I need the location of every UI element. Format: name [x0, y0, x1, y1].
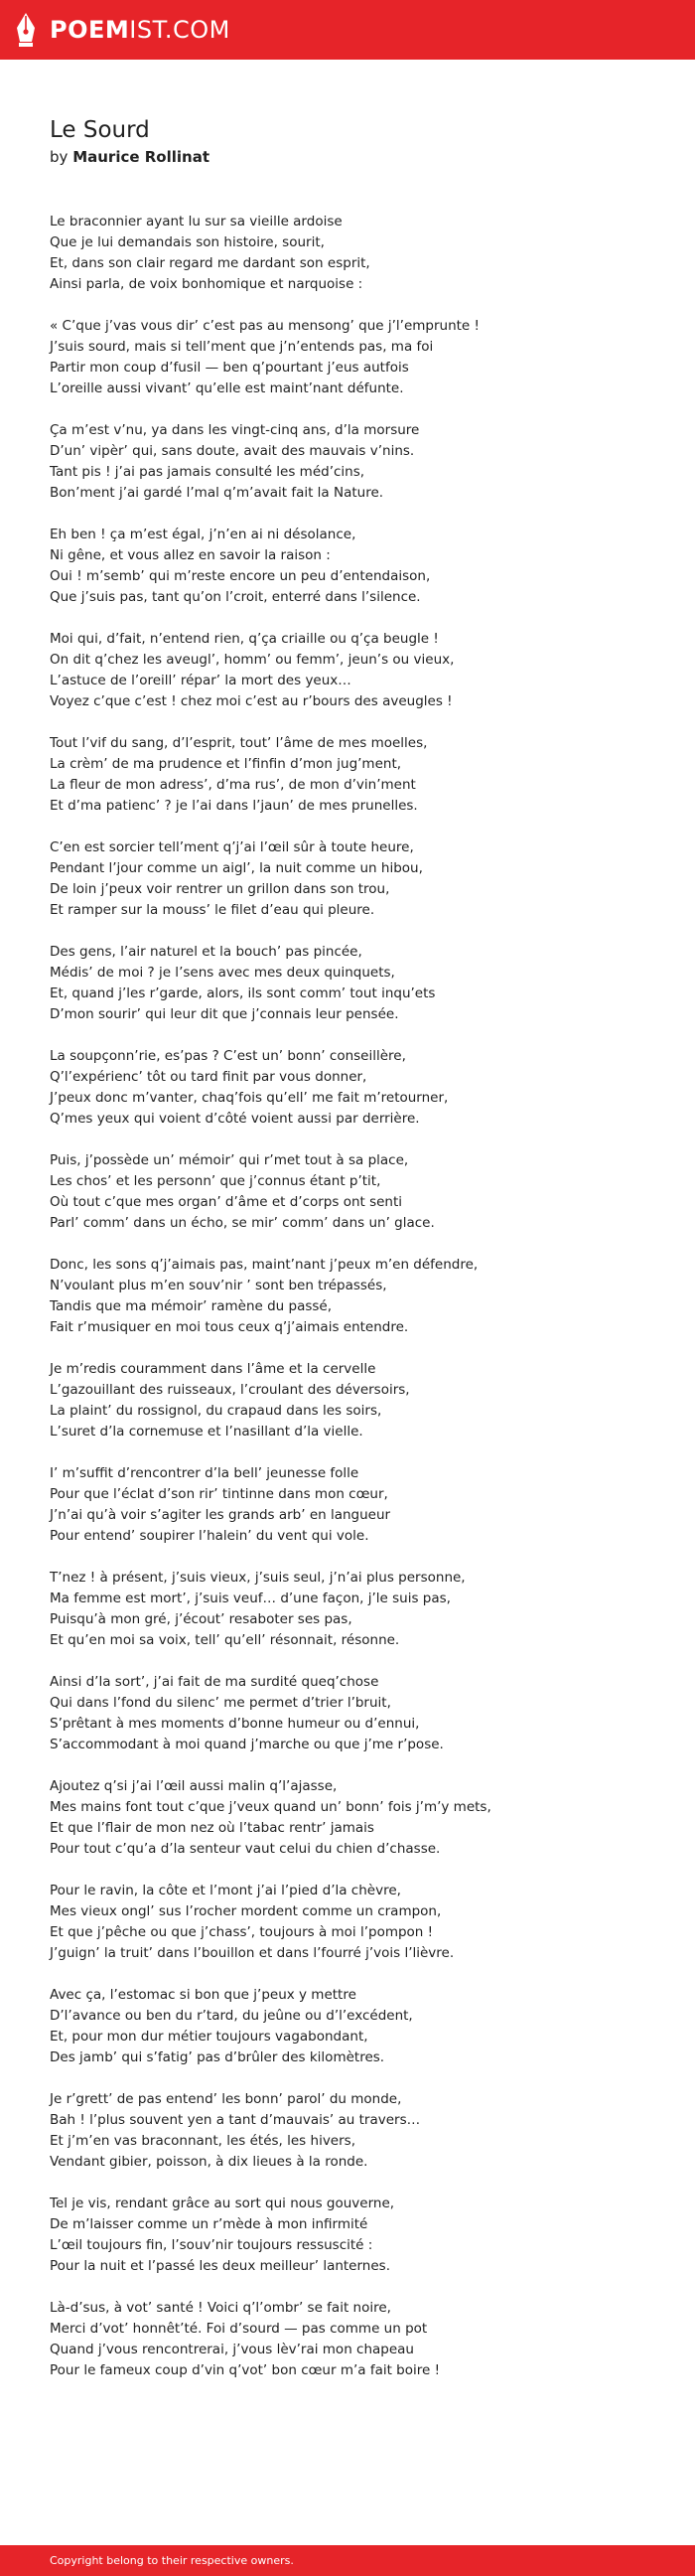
poem-line: Je m’redis couramment dans l’âme et la cervelle [50, 1361, 376, 1377]
poem-line: Eh ben ! ça m’est égal, j’n’en ai ni désolance, [50, 527, 356, 542]
poem-line: Et qu’en moi sa voix, tell’ qu’ell’ résonnait, résonne. [50, 1632, 400, 1648]
poem-line: La plaint’ du rossignol, du crapaud dans les soirs, [50, 1403, 382, 1419]
poem-line: Les chos’ et les personn’ que j’connus étant p’tit, [50, 1173, 381, 1189]
poem-stanza [50, 1672, 655, 1755]
poem-stanza [50, 733, 655, 817]
poem-line: La soupçonn’rie, es’pas ? C’est un’ bonn’ conseillère, [50, 1048, 406, 1064]
poem-line: On dit q’chez les aveugl’, homm’ ou femm’, jeun’s ou vieux, [50, 652, 455, 668]
poem-line: Pour le ravin, la côte et l’mont j’ai l’pied d’la chèvre, [50, 1883, 401, 1898]
poem-line: Et que l’flair de mon nez où l’tabac rentr’ jamais [50, 1820, 374, 1836]
poem-stanza [50, 1463, 655, 1547]
poem-line: Mes mains font tout c’que j’veux quand un’ bonn’ fois j’m’y mets, [50, 1799, 491, 1815]
poem-line: Bah ! l’plus souvent yen a tant d’mauvais’ au travers… [50, 2112, 421, 2128]
poem-title: Le Sourd [50, 117, 150, 143]
poem-stanza [50, 837, 655, 921]
poem-author[interactable]: Maurice Rollinat [72, 148, 209, 166]
poem-line: La fleur de mon adress’, d’ma rus’, de mon d’vin’ment [50, 777, 416, 793]
poem-line: Q’mes yeux qui voient d’côté voient aussi par derrière. [50, 1111, 420, 1127]
poem-line: J’guign’ la truit’ dans l’bouillon et dans l’fourré j’vois l’lièvre. [50, 1945, 455, 1961]
poem-stanza [50, 2089, 655, 2173]
poem-line: Et ramper sur la mouss’ le filet d’eau qui pleure. [50, 902, 375, 918]
poem-line: Qui dans l’fond du silenc’ me permet d’trier l’bruit, [50, 1695, 391, 1711]
poem-line: L’suret d’la cornemuse et l’nasillant d’la vielle. [50, 1424, 363, 1440]
poem-line: De loin j’peux voir rentrer un grillon dans son trou, [50, 881, 390, 897]
poem-stanza [50, 629, 655, 712]
footer-copyright: Copyright belong to their respective owners. [50, 2554, 294, 2567]
poem-content [50, 115, 655, 2402]
poem-stanza [50, 1776, 655, 1860]
poem-line: Des jamb’ qui s’fatig’ pas d’brûler des kilomètres. [50, 2049, 385, 2065]
poem-line: N’voulant plus m’en souv’nir ’ sont ben trépassés, [50, 1278, 387, 1293]
poem-line: Mes vieux ongl’ sus l’rocher mordent comme un crampon, [50, 1903, 442, 1919]
poem-line: Pour le fameux coup d’vin q’vot’ bon cœur m’a fait boire ! [50, 2362, 441, 2378]
poem-line: Ainsi d’la sort’, j’ai fait de ma surdité queq’chose [50, 1674, 379, 1690]
logo-text-light: IST.COM [129, 16, 230, 44]
poem-line: J’peux donc m’vanter, chaq’fois qu’ell’ me fait m’retourner, [50, 1090, 449, 1106]
poem-line: Là-d’sus, à vot’ santé ! Voici q’l’ombr’ se fait noire, [50, 2300, 391, 2316]
poem-stanza [50, 2298, 655, 2381]
poem-line: Que j’suis pas, tant qu’on l’croit, enterré dans l’silence. [50, 589, 421, 605]
site-logo[interactable] [14, 12, 230, 48]
poem-line: D’l’avance ou ben du r’tard, du jeûne ou d’l’excédent, [50, 2008, 413, 2024]
poem-line: Pour que l’éclat d’son rir’ tintinne dans mon cœur, [50, 1486, 388, 1502]
poem-stanza [50, 1568, 655, 1651]
poem-line: Tandis que ma mémoir’ ramène du passé, [50, 1298, 333, 1314]
pen-nib-icon [14, 12, 38, 48]
poem-line: Pour tout c’qu’a d’la senteur vaut celui du chien d’chasse. [50, 1841, 441, 1857]
poem-line: Ni gêne, et vous allez en savoir la raison : [50, 547, 331, 563]
poem-line: Ainsi parla, de voix bonhomique et narquoise : [50, 276, 363, 292]
poem-line: Médis’ de moi ? je l’sens avec mes deux quinquets, [50, 965, 395, 981]
logo-text-strong: POEM [50, 16, 130, 44]
poem-line: La crèm’ de ma prudence et l’finfin d’mon jug’ment, [50, 756, 402, 772]
poem-stanza [50, 1881, 655, 1964]
poem-line: L’gazouillant des ruisseaux, l’croulant des déversoirs, [50, 1382, 410, 1398]
poem-line: Pendant l’jour comme un aigl’, la nuit comme un hibou, [50, 860, 423, 876]
poem-stanza [50, 316, 655, 399]
by-label: by [50, 148, 69, 166]
poem-line: Voyez c’que c’est ! chez moi c’est au r’bours des aveugles ! [50, 693, 453, 709]
poem-line: Q’l’expérienc’ tôt ou tard finit par vous donner, [50, 1069, 367, 1085]
poem-line: De m’laisser comme un r’mède à mon infirmité [50, 2216, 368, 2232]
poem-stanza [50, 1150, 655, 1234]
poem-line: Puisqu’à mon gré, j’écout’ resaboter ses pas, [50, 1611, 352, 1627]
poem-line: Et j’m’en vas braconnant, les étés, les hivers, [50, 2133, 355, 2149]
poem-line: L’oreille aussi vivant’ qu’elle est maint’nant défunte. [50, 380, 404, 396]
poem-line: Ajoutez q’si j’ai l’œil aussi malin q’l’ajasse, [50, 1778, 338, 1794]
poem-line: I’ m’suffit d’rencontrer d’la bell’ jeunesse folle [50, 1465, 359, 1481]
logo-wordmark [50, 12, 230, 48]
poem-stanza [50, 525, 655, 608]
poem-byline [50, 147, 655, 167]
poem-line: Tel je vis, rendant grâce au sort qui nous gouverne, [50, 2196, 395, 2211]
top-header-bar [0, 0, 695, 60]
poem-line: Tant pis ! j’ai pas jamais consulté les méd’cins, [50, 464, 365, 480]
poem-line: Puis, j’possède un’ mémoir’ qui r’met tout à sa place, [50, 1152, 409, 1168]
poem-line: Pour entend’ soupirer l’halein’ du vent qui vole. [50, 1528, 369, 1544]
poem-stanza [50, 1985, 655, 2068]
poem-line: Moi qui, d’fait, n’entend rien, q’ça criaille ou q’ça beugle ! [50, 631, 439, 647]
poem-line: L’œil toujours fin, l’souv’nir toujours ressuscité : [50, 2237, 373, 2253]
poem-line: Fait r’musiquer en moi tous ceux q’j’aimais entendre. [50, 1319, 409, 1335]
poem-line: « C’que j’vas vous dir’ c’est pas au mensong’ que j’l’emprunte ! [50, 318, 480, 334]
poem-line: Donc, les sons q’j’aimais pas, maint’nant j’peux m’en défendre, [50, 1257, 479, 1273]
poem-line: C’en est sorcier tell’ment q’j’ai l’œil sûr à toute heure, [50, 839, 414, 855]
poem-line: Et, dans son clair regard me dardant son esprit, [50, 255, 370, 271]
poem-line: S’accommodant à moi quand j’marche ou que j’me r’pose. [50, 1737, 444, 1752]
poem-line: Parl’ comm’ dans un écho, se mir’ comm’ dans un’ glace. [50, 1215, 435, 1231]
poem-line: Et, pour mon dur métier toujours vagabondant, [50, 2029, 368, 2045]
poem-line: Vendant gibier, poisson, à dix lieues à la ronde. [50, 2154, 368, 2170]
poem-stanza [50, 2194, 655, 2277]
poem-line: Des gens, l’air naturel et la bouch’ pas pincée, [50, 944, 362, 960]
poem-line: Bon’ment j’ai gardé l’mal q’m’avait fait la Nature. [50, 485, 384, 501]
poem-line: L’astuce de l’oreill’ répar’ la mort des yeux… [50, 673, 351, 688]
poem-body [50, 212, 655, 2381]
poem-line: Je r’grett’ de pas entend’ les bonn’ parol’ du monde, [50, 2091, 402, 2107]
poem-line: D’un’ vipèr’ qui, sans doute, avait des mauvais v’nins. [50, 443, 415, 459]
poem-line: Quand j’vous rencontrerai, j’vous lèv’rai mon chapeau [50, 2342, 414, 2357]
poem-line: Où tout c’que mes organ’ d’âme et d’corps ont senti [50, 1194, 403, 1210]
poem-stanza [50, 1255, 655, 1338]
poem-line: Pour la nuit et l’passé les deux meilleur’ lanternes. [50, 2258, 390, 2274]
poem-line: Merci d’vot’ honnêt’té. Foi d’sourd — pas comme un pot [50, 2321, 428, 2337]
poem-line: S’prêtant à mes moments d’bonne humeur ou d’ennui, [50, 1716, 420, 1732]
poem-stanza [50, 1046, 655, 1130]
poem-line: J’n’ai qu’à voir s’agiter les grands arb’ en langueur [50, 1507, 391, 1523]
poem-line: Ça m’est v’nu, ya dans les vingt-cinq ans, d’la morsure [50, 422, 420, 438]
poem-line: Tout l’vif du sang, d’l’esprit, tout’ l’âme de mes moelles, [50, 735, 428, 751]
poem-line: Ma femme est mort’, j’suis veuf… d’une façon, j’le suis pas, [50, 1591, 451, 1606]
poem-line: Avec ça, l’estomac si bon que j’peux y mettre [50, 1987, 356, 2003]
poem-stanza [50, 1359, 655, 1442]
poem-line: Et, quand j’les r’garde, alors, ils sont comm’ tout inqu’ets [50, 985, 436, 1001]
poem-line: Que je lui demandais son histoire, sourit, [50, 234, 325, 250]
poem-stanza [50, 420, 655, 504]
poem-stanza [50, 942, 655, 1025]
poem-line: Le braconnier ayant lu sur sa vieille ardoise [50, 214, 343, 229]
poem-line: Partir mon coup d’fusil — ben q’pourtant j’eus autfois [50, 360, 409, 376]
footer-bar [0, 2545, 695, 2576]
poem-stanza [50, 212, 655, 295]
poem-line: Et que j’pêche ou que j’chass’, toujours à moi l’pompon ! [50, 1924, 434, 1940]
poem-line: T’nez ! à présent, j’suis vieux, j’suis seul, j’n’ai plus personne, [50, 1570, 466, 1586]
poem-line: D’mon sourir’ qui leur dit que j’connais leur pensée. [50, 1006, 399, 1022]
poem-line: J’suis sourd, mais si tell’ment que j’n’entends pas, ma foi [50, 339, 434, 355]
poem-line: Oui ! m’semb’ qui m’reste encore un peu d’entendaison, [50, 568, 431, 584]
poem-line: Et d’ma patienc’ ? je l’ai dans l’jaun’ de mes prunelles. [50, 798, 418, 814]
